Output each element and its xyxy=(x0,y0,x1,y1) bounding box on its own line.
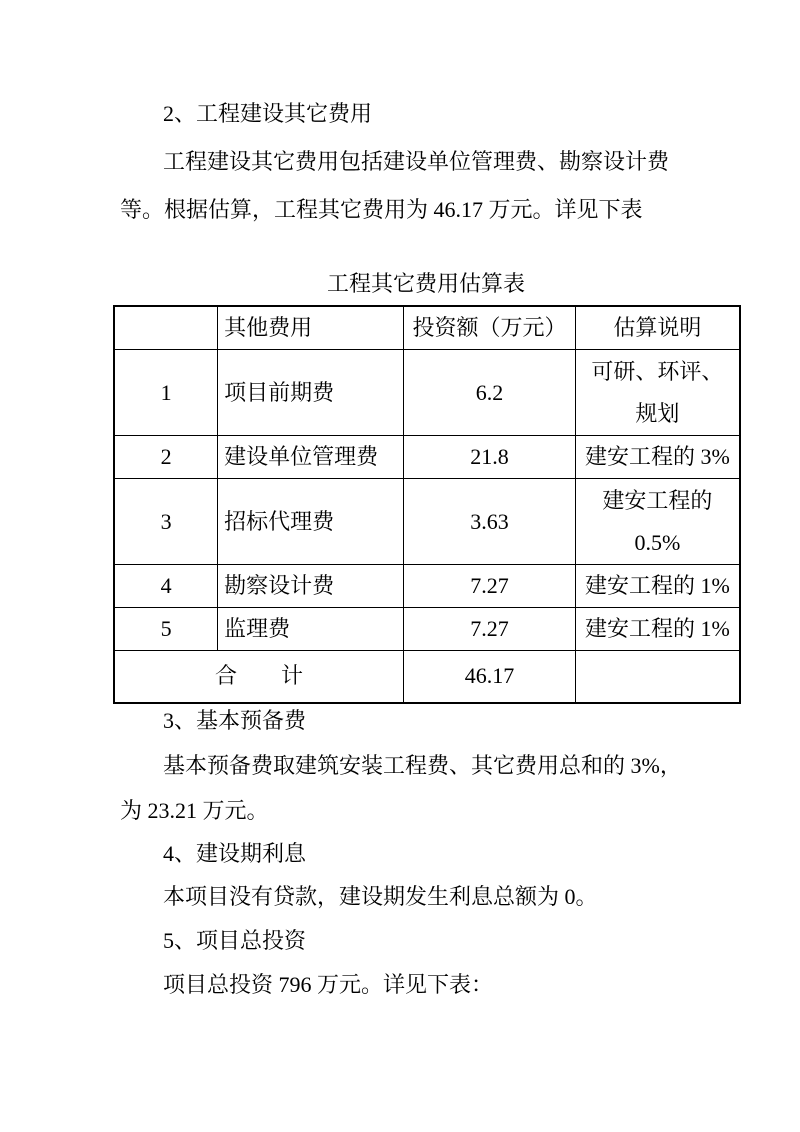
table-header-row xyxy=(114,306,740,350)
section-2-paragraph-line-2: 等。根据估算，工程其它费用为 46.17 万元。详见下表 xyxy=(120,197,643,222)
row-amount: 21.8 xyxy=(404,436,576,479)
section-3-paragraph-line-1: 基本预备费取建筑安装工程费、其它费用总和的 3%， xyxy=(163,753,682,778)
header-cell-empty xyxy=(114,306,218,350)
section-2-heading: 2、工程建设其它费用 xyxy=(163,101,373,126)
row-amount: 3.63 xyxy=(404,479,576,565)
row-no: 2 xyxy=(114,436,218,479)
section-5-paragraph-line-1: 项目总投资 796 万元。详见下表： xyxy=(163,972,494,997)
table-row xyxy=(114,436,740,479)
row-no: 1 xyxy=(114,350,218,436)
table-title: 工程其它费用估算表 xyxy=(326,271,525,296)
row-note: 建安工程的 3% xyxy=(575,436,740,479)
other-costs-table xyxy=(113,305,741,704)
section-3-paragraph-line-2: 为 23.21 万元。 xyxy=(120,798,269,823)
row-name: 监理费 xyxy=(218,608,404,651)
section-2-paragraph-line-1: 工程建设其它费用包括建设单位管理费、勘察设计费 xyxy=(163,149,670,174)
row-name: 建设单位管理费 xyxy=(218,436,404,479)
row-note: 可研、环评、规划 xyxy=(575,350,740,436)
section-4-paragraph-line-1: 本项目没有贷款，建设期发生利息总额为 0。 xyxy=(163,884,598,909)
header-cell-note: 估算说明 xyxy=(575,306,740,350)
table-row xyxy=(114,608,740,651)
table-row xyxy=(114,350,740,436)
table-row xyxy=(114,565,740,608)
row-no: 3 xyxy=(114,479,218,565)
row-note: 建安工程的 0.5% xyxy=(575,479,740,565)
section-3-heading: 3、基本预备费 xyxy=(163,708,307,733)
row-amount: 7.27 xyxy=(404,565,576,608)
header-cell-name: 其他费用 xyxy=(218,306,404,350)
row-no: 5 xyxy=(114,608,218,651)
row-amount: 6.2 xyxy=(404,350,576,436)
table-row xyxy=(114,479,740,565)
total-amount: 46.17 xyxy=(404,651,576,703)
row-amount: 7.27 xyxy=(404,608,576,651)
row-note: 建安工程的 1% xyxy=(575,608,740,651)
row-name: 招标代理费 xyxy=(218,479,404,565)
row-no: 4 xyxy=(114,565,218,608)
section-4-heading: 4、建设期利息 xyxy=(163,841,307,866)
row-name: 勘察设计费 xyxy=(218,565,404,608)
header-cell-amount: 投资额（万元） xyxy=(404,306,576,350)
row-name: 项目前期费 xyxy=(218,350,404,436)
row-note: 建安工程的 1% xyxy=(575,565,740,608)
table-total-row xyxy=(114,651,740,703)
total-label: 合 计 xyxy=(114,651,404,703)
section-5-heading: 5、项目总投资 xyxy=(163,928,307,953)
total-note xyxy=(575,651,740,703)
